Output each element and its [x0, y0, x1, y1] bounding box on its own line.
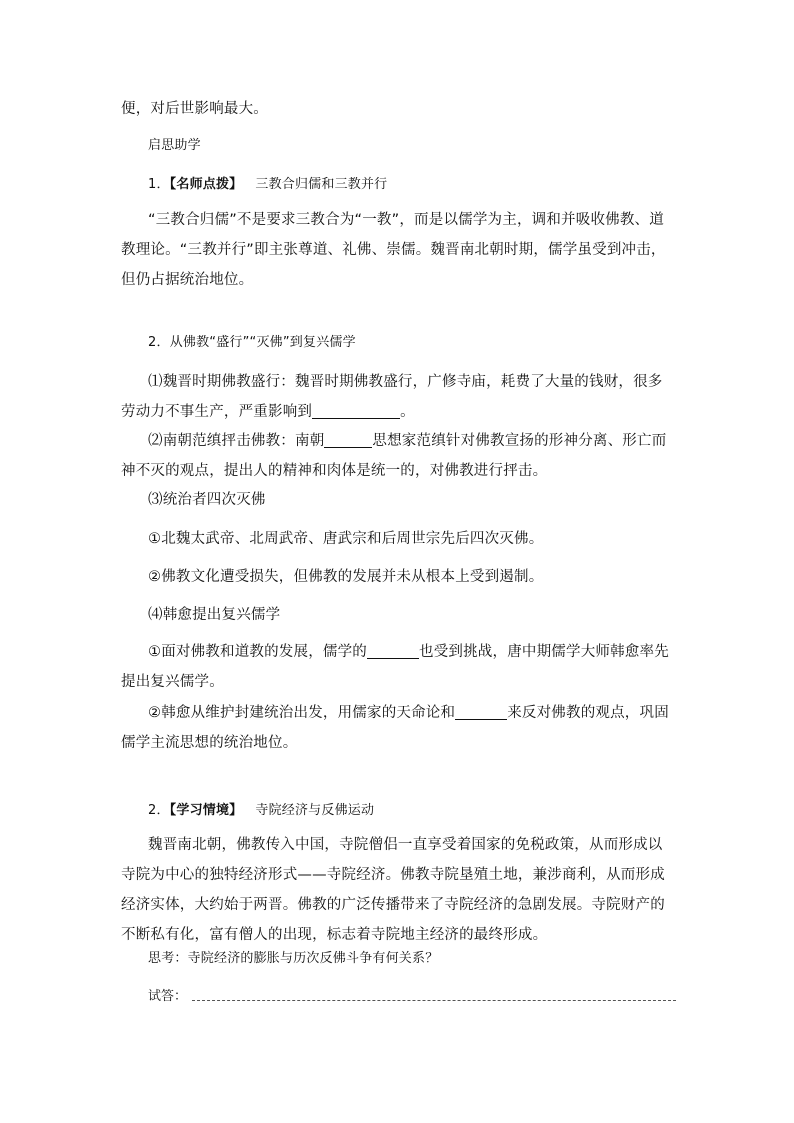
- paragraph-4-point-1: [121, 637, 676, 697]
- item3-heading: [148, 796, 703, 826]
- question-text: 思考：寺院经济的膨胀与历次反佛斗争有何关系？: [148, 951, 439, 966]
- answer-label: 试答：: [148, 989, 188, 1004]
- item3-number: 2．: [148, 803, 170, 818]
- item1-tag: 【名师点拨】: [169, 177, 243, 192]
- fill-blank-1[interactable]: [312, 402, 400, 419]
- paragraph-2-text: 思想家范缜针对佛教宣扬的形神分离、形亡而神不灭的观点，提出人的精神和肉体是统一的，对佛教进行抨击。: [121, 433, 667, 479]
- continuation-text: 便，对后世影响最大。: [121, 101, 268, 117]
- paragraph-2-start: ⑵南朝范缜抨击佛教：南朝: [148, 433, 325, 449]
- answer-row: [148, 983, 676, 1011]
- paragraph-2: [121, 426, 676, 486]
- item1-body: “三教合归儒”不是要求三教合为“一教”，而是以儒学为主，调和并吸收佛教、道教理论。“三教并行”即主张尊道、礼佛、崇儒。魏晋南北朝时期，儒学虽受到冲击，但仍占据统治地位。: [121, 212, 666, 288]
- item3-title: 寺院经济与反佛运动: [255, 803, 375, 818]
- paragraph-1-end: 。: [400, 404, 415, 420]
- item1-number: 1．: [148, 177, 170, 192]
- fill-blank-3[interactable]: [367, 642, 419, 659]
- paragraph-4-point-2-start: ②韩愈从维护封建统治出发，用儒家的天命论和: [148, 705, 456, 721]
- fill-blank-4[interactable]: [455, 703, 507, 720]
- paragraph-4-point-2: [121, 698, 676, 758]
- fill-blank-2[interactable]: [324, 431, 372, 448]
- item1-heading: [148, 170, 703, 200]
- paragraph-1-text: ⑴魏晋时期佛教盛行：魏晋时期佛教盛行，广修寺庙，耗费了大量的钱财，很多劳动力不事生产，严重影响到: [121, 374, 663, 420]
- answer-line[interactable]: [192, 1000, 676, 1001]
- paragraph-3-point-2: ②佛教文化遭受损失，但佛教的发展并未从根本上受到遏制。: [148, 569, 544, 585]
- item3-tag: 【学习情境】: [169, 803, 243, 818]
- paragraph-4-heading: ⑷韩愈提出复兴儒学: [148, 607, 281, 623]
- paragraph-1: [121, 367, 676, 427]
- paragraph-4-point-1-end: 也受到挑战，唐中期儒学大师韩愈率先提出复兴儒学。: [121, 644, 669, 690]
- item1-title: 三教合归儒和三教并行: [255, 177, 388, 192]
- section-heading: 启思助学: [148, 138, 201, 153]
- item2-heading: 2．从佛教“盛行”“灭佛”到复兴儒学: [148, 335, 356, 350]
- paragraph-3-heading: ⑶统治者四次灭佛: [148, 492, 266, 508]
- item3-body: 魏晋南北朝，佛教传入中国，寺院僧侣一直享受着国家的免税政策，从而形成以寺院为中心的独特经济形式——寺院经济。佛教寺院垦殖土地，兼涉商利，从而形成经济实体，大约始于两晋。佛教的广泛传播带来了寺院经济的急剧发展。寺院财产的不断私有化，富有僧人的出现，标志着寺院地主经济的最终形成。: [121, 837, 665, 943]
- paragraph-4-point-2-end: 来反对佛教的观点，巩固儒学主流思想的统治地位。: [121, 705, 669, 751]
- paragraph-4-point-1-start: ①面对佛教和道教的发展，儒学的: [148, 644, 367, 660]
- paragraph-3-point-1: ①北魏太武帝、北周武帝、唐武宗和后周世宗先后四次灭佛。: [148, 531, 544, 547]
